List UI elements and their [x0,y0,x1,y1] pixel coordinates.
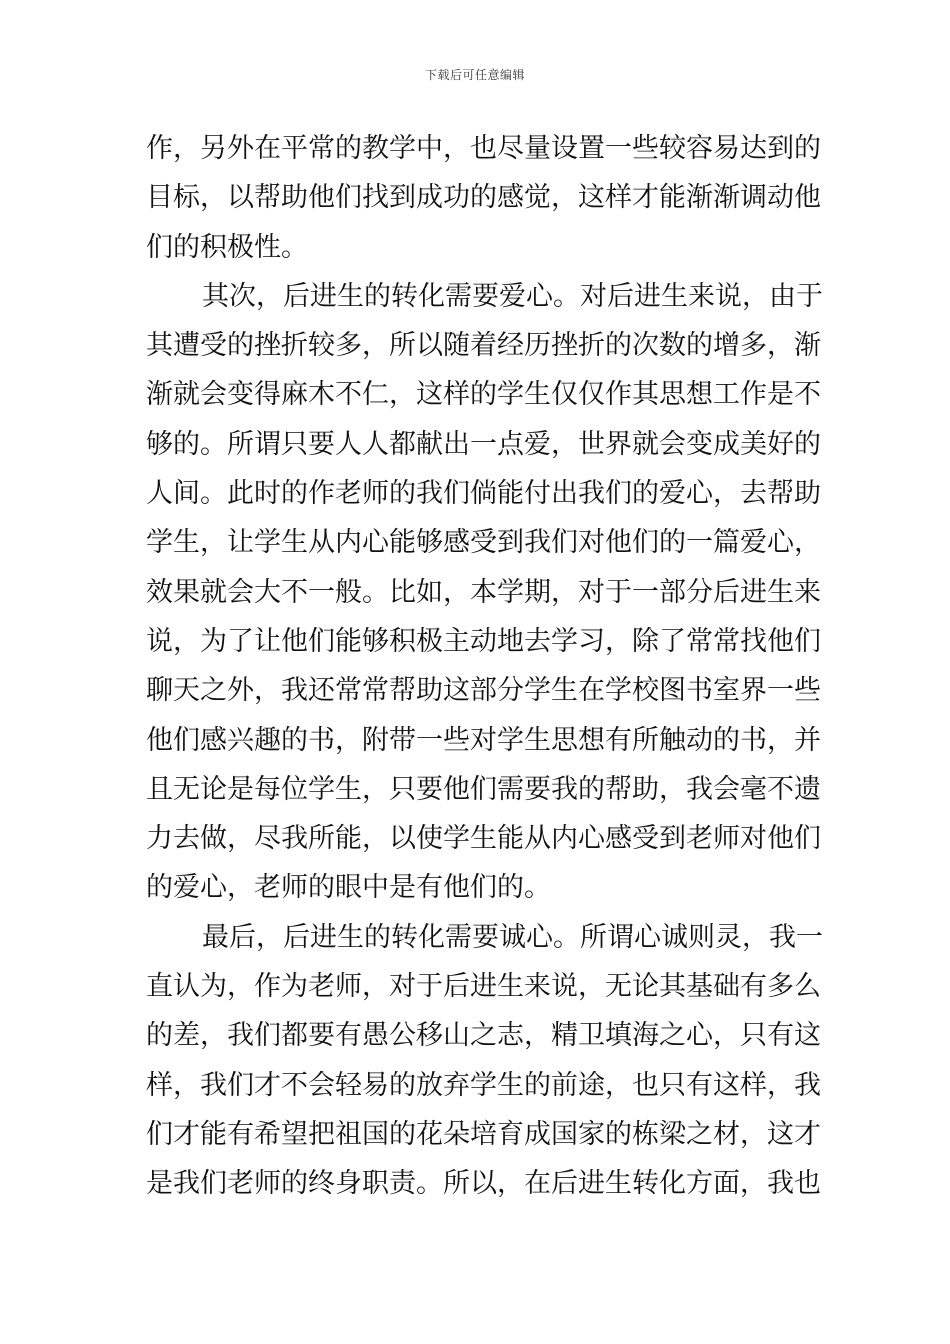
text-line: 们才能有希望把祖国的花朵培育成国家的栋梁之材，这才 [146,1118,821,1150]
text-line: 直认为，作为老师，对于后进生来说，无论其基础有多么 [146,971,821,1003]
text-line: 们的积极性。 [146,231,308,263]
text-line: 力去做，尽我所能，以使学生能从内心感受到老师对他们 [146,823,821,855]
page-header: 下载后可任意编辑 [424,68,525,82]
text-line: 他们感兴趣的书，附带一些对学生思想有所触动的书，并 [146,724,821,756]
text-line: 其遭受的挫折较多，所以随着经历挫折的次数的增多，渐 [146,330,821,362]
text-line: 够的。所谓只要人人都献出一点爱，世界就会变成美好的 [146,428,821,460]
text-line: 最后，后进生的转化需要诚心。所谓心诚则灵，我一 [202,921,823,953]
text-line: 的爱心，老师的眼中是有他们的。 [146,872,551,904]
text-line: 的差，我们都要有愚公移山之志，精卫填海之心，只有这 [146,1020,821,1052]
text-line: 学生，让学生从内心能够感受到我们对他们的一篇爱心， [146,527,821,559]
body-text [146,124,823,1209]
text-line: 样，我们才不会轻易的放弃学生的前途，也只有这样，我 [146,1069,821,1101]
text-line: 聊天之外，我还常常帮助这部分学生在学校图书室界一些 [146,675,821,707]
text-line: 其次，后进生的转化需要爱心。对后进生来说，由于 [202,280,823,312]
text-line: 渐就会变得麻木不仁，这样的学生仅仅作其思想工作是不 [146,379,821,411]
text-line: 作，另外在平常的教学中，也尽量设置一些较容易达到的 [146,133,821,164]
text-line: 且无论是每位学生，只要他们需要我的帮助，我会毫不遗 [146,773,821,805]
text-line: 说，为了让他们能够积极主动地去学习，除了常常找他们 [146,625,821,657]
text-line: 是我们老师的终身职责。所以，在后进生转化方面，我也 [146,1168,821,1200]
text-line: 效果就会大不一般。比如，本学期，对于一部分后进生来 [146,576,821,608]
text-line: 目标，以帮助他们找到成功的感觉，这样才能渐渐调动他 [146,182,821,214]
text-line: 人间。此时的作老师的我们倘能付出我们的爱心，去帮助 [146,478,821,510]
